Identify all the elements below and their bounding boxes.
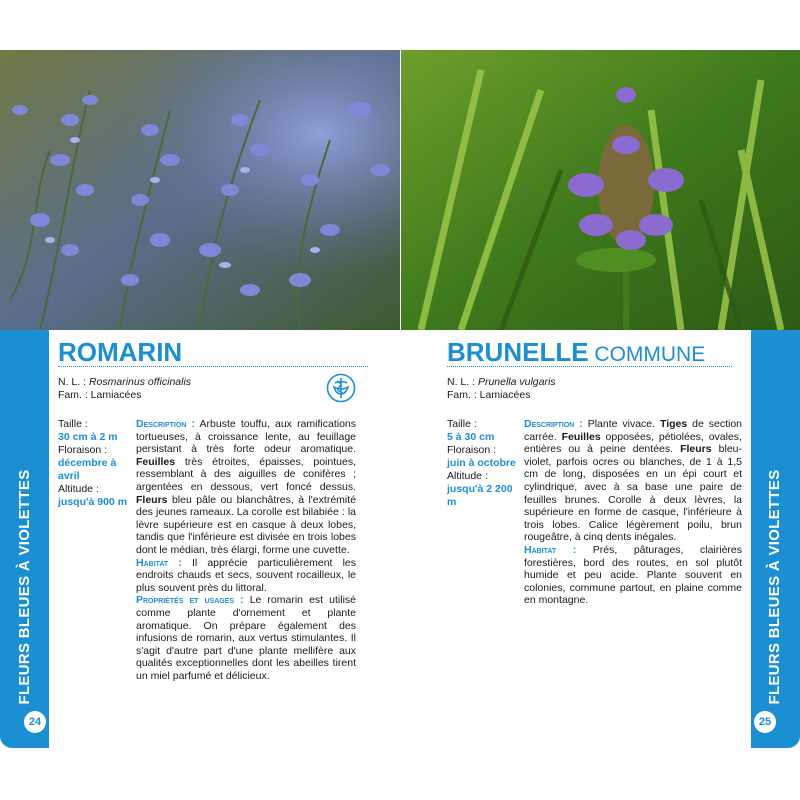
section-label-right: FLEURS BLEUES À VIOLETTES	[766, 469, 783, 705]
stats-column	[58, 418, 130, 509]
family-name: Fam. : Lamiacées	[447, 389, 531, 401]
altitude-label: Altitude :	[447, 470, 488, 482]
description-label: Description :	[136, 418, 195, 430]
text-run: Plante vivace.	[582, 418, 660, 430]
species-meta	[447, 376, 556, 402]
self-heal-photo	[401, 50, 800, 330]
description-body	[136, 418, 356, 682]
text-run: Le romarin est utilisé comme plante d'ornement et plante aromatique. On prépare également des infusions de romarin, aux vertus stimulantes. Il s'agit d'autre part d'une plante mellifère aux qualités exceptionnelles dont les abeilles tirent un miel parfumé et délicieux.	[136, 594, 356, 682]
description-body	[524, 418, 742, 607]
nl-label: N. L. :	[447, 376, 478, 388]
description-paragraph	[136, 418, 356, 557]
flowering-value: décembre à avril	[58, 457, 117, 482]
latin-name: Prunella vulgaris	[477, 376, 556, 388]
text-run-bold: Feuilles	[561, 430, 601, 443]
page-number-left: 24	[24, 711, 46, 733]
section-label-left: FLEURS BLEUES À VIOLETTES	[16, 469, 33, 705]
habitat-label: Habitat :	[524, 543, 577, 556]
text-run: opposées, pétiolées, ovales, entières ou à peine dentées.	[524, 430, 742, 456]
nl-label: N. L. :	[58, 376, 89, 388]
text-run-bold: Tiges	[659, 418, 688, 430]
text-run-bold: Feuilles	[136, 455, 176, 468]
flowering-value: juin à octobre	[447, 457, 516, 469]
habitat-paragraph	[136, 557, 356, 595]
habitat-paragraph	[524, 544, 742, 607]
stats-column	[447, 418, 519, 509]
latin-name: Rosmarinus officinalis	[88, 376, 192, 388]
text-run: très étroites, épaisses, pointues, ressemblant à des aiguilles de conifères ; argentées en dessous, vert foncé dessus.	[136, 455, 356, 493]
rosemary-photo	[0, 50, 400, 330]
title-light: COMMUNE	[588, 343, 706, 366]
title-bold: BRUNELLE	[447, 337, 589, 367]
altitude-value: jusqu'à 900 m	[58, 496, 128, 508]
text-run-bold: Fleurs	[136, 493, 168, 506]
altitude-value: jusqu'à 2 200 m	[447, 483, 513, 508]
title-divider	[447, 366, 732, 368]
text-run: Il apprécie particulièrement les endroits chauds et secs, souvent rocailleux, le plus souvent près du littoral.	[136, 556, 356, 594]
text-run: Arbuste touffu, aux ramifications tortueuses, à croissance lente, au feuillage persistant à très forte odeur aromatique.	[136, 418, 356, 456]
page-title-romarin: ROMARIN	[58, 337, 183, 367]
text-run-bold: Fleurs	[680, 443, 712, 456]
flowering-label: Floraison :	[447, 444, 497, 456]
family-name: Fam. : Lamiacées	[58, 389, 142, 401]
habitat-label: Habitat :	[136, 556, 182, 569]
description-paragraph	[524, 418, 742, 544]
uses-label: Propriétés et usages :	[136, 594, 244, 607]
size-label: Taille :	[58, 418, 88, 430]
title-divider	[58, 366, 368, 368]
flowering-label: Floraison :	[58, 444, 108, 456]
uses-paragraph	[136, 594, 356, 682]
text-run: de section carrée.	[524, 418, 742, 443]
size-value: 5 à 30 cm	[447, 431, 495, 443]
page-number-right: 25	[754, 711, 776, 733]
text-run: Prés, pâturages, clairières forestières, bord des routes, en sol plutôt humide et peu acide. Plante souvent en colonies, commune partout, en plaine comme en montagne.	[524, 543, 743, 607]
text-run: bleu-violet, parfois ocres ou blanches, de 1 à 1,5 cm de long, disposées en un épi court et cylindrique, avec à sa base une paire de feuilles brunes. Corolle à deux lèvres, la supérieure en forme de casque, l'inférieure à trois lobes. Calice légèrement poilu, brun rougeâtre, à cinq dents inégales.	[524, 443, 743, 544]
pharmacy-symbol-icon	[326, 373, 356, 403]
description-label: Description :	[524, 418, 583, 430]
species-meta	[58, 376, 191, 402]
text-run: bleu pâle ou blanchâtres, à l'extrémité des jeunes rameaux. La corolle est bilabiée : la lèvre supérieure est en casque à deux lobes, tandis que l'inférieure est divisée en trois lobes dont le médian, très élargi, forme une cuvette.	[136, 493, 356, 556]
size-value: 30 cm à 2 m	[58, 431, 118, 443]
size-label: Taille :	[447, 418, 477, 430]
altitude-label: Altitude :	[58, 483, 99, 495]
